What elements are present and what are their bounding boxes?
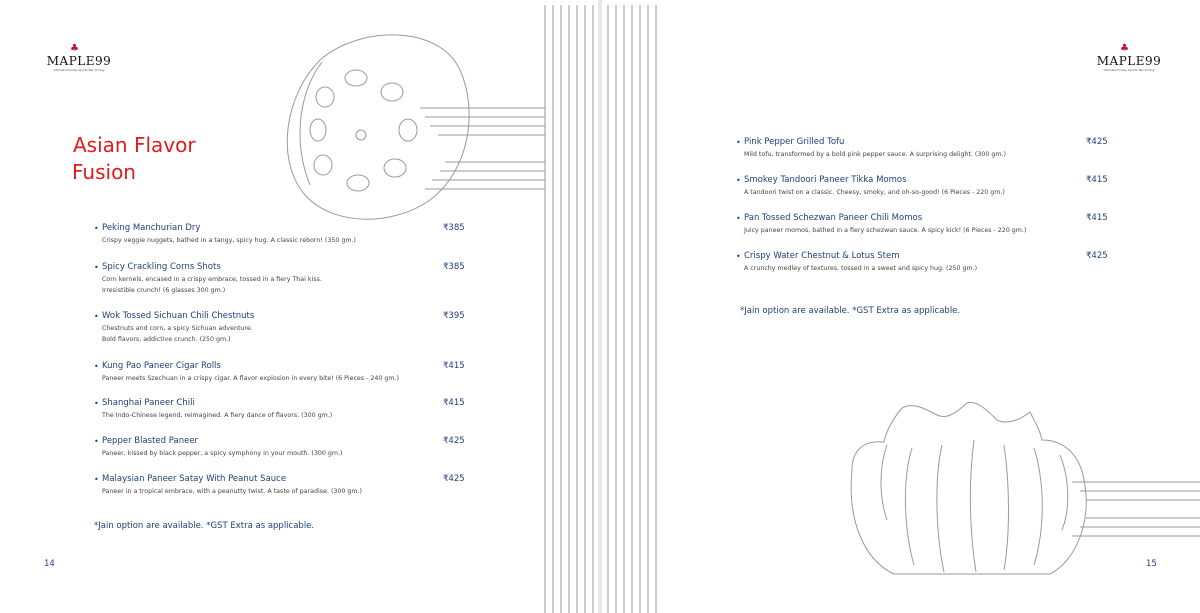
menu-item (736, 175, 1116, 213)
item-price: ₹415 (443, 361, 465, 371)
item-description: The Indo-Chinese legend, reimagined. A fiery dance of flavors. (300 gm.) (102, 412, 333, 419)
menu-item (736, 213, 1116, 251)
brand-logo (1094, 44, 1164, 74)
item-description: Mild tofu, transformed by a bold pink pepper sauce. A surprising delight. (300 gm.) (744, 151, 1006, 158)
menu-list-left (94, 223, 474, 500)
bullet-icon: • (736, 176, 741, 185)
item-description: A crunchy medley of textures, tossed in a sweet and spicy hug. (250 gm.) (744, 265, 978, 272)
item-name: Crispy Water Chestnut & Lotus Stem (744, 251, 900, 261)
item-name: Pepper Blasted Paneer (102, 436, 199, 446)
bullet-icon: • (736, 252, 741, 261)
maple-leaf-icon: ♣ (1120, 43, 1129, 54)
menu-item (94, 474, 474, 500)
brand-tagline: Ultimate Family Sports Bar Dining (53, 68, 105, 72)
item-name: Kung Pao Paneer Cigar Rolls (102, 361, 221, 371)
brand-name: MAPLE99 (46, 54, 112, 68)
item-name: Wok Tossed Sichuan Chili Chestnuts (102, 311, 255, 321)
menu-item (94, 262, 474, 311)
menu-item (94, 311, 474, 361)
item-price: ₹425 (1086, 251, 1108, 261)
brand-name: MAPLE99 (1096, 54, 1162, 68)
item-description: Paneer in a tropical embrace, with a peanutty twist. A taste of paradise. (300 gm.) (102, 488, 363, 495)
item-price: ₹415 (1086, 213, 1108, 223)
item-price: ₹425 (1086, 137, 1108, 147)
brand-logo (44, 44, 114, 74)
menu-item (94, 361, 474, 398)
section-title (73, 132, 196, 186)
menu-page-right (602, 0, 1200, 613)
item-name: Shanghai Paneer Chili (102, 398, 195, 408)
bullet-icon: • (94, 475, 99, 484)
item-price: ₹385 (443, 223, 465, 233)
section-title-line2: Fusion (72, 160, 136, 184)
item-price: ₹425 (443, 436, 465, 446)
section-title-line1: Asian Flavor (73, 133, 196, 157)
item-name: Smokey Tandoori Paneer Tikka Momos (744, 175, 907, 185)
item-description: Juicy paneer momos, bathed in a fiery schezwan sauce. A spicy kick! (6 Pieces - 220 gm.) (744, 227, 1027, 234)
menu-item (94, 223, 474, 262)
item-name: Pan Tossed Schezwan Paneer Chili Momos (744, 213, 923, 223)
item-price: ₹425 (443, 474, 465, 484)
item-description: Paneer meets Szechuan in a crispy cigar. A flavor explosion in every bite! (6 Pieces - 240 gm.) (102, 375, 399, 382)
item-description-line2: Bold flavors, addictive crunch. (250 gm.) (102, 336, 231, 343)
menu-item (94, 436, 474, 474)
item-name: Pink Pepper Grilled Tofu (744, 137, 845, 147)
menu-list-right (736, 137, 1116, 289)
item-price: ₹415 (1086, 175, 1108, 185)
bullet-icon: • (94, 399, 99, 408)
item-description: Chestnuts and corn, a spicy Sichuan adventure. (102, 325, 253, 332)
item-description: A tandoori twist on a classic. Cheesy, smoky, and oh-so-good! (6 Pieces - 220 gm.) (744, 189, 1005, 196)
item-description: Corn kernels, encased in a crispy embrace, tossed in a fiery Thai kiss. (102, 276, 322, 283)
page-number: 15 (1146, 559, 1157, 569)
item-price: ₹395 (443, 311, 465, 321)
item-name: Peking Manchurian Dry (102, 223, 201, 233)
bullet-icon: • (736, 138, 741, 147)
item-price: ₹415 (443, 398, 465, 408)
footnote: *Jain option are available. *GST Extra as applicable. (94, 521, 315, 531)
page-number: 14 (44, 559, 55, 569)
item-description: Crispy veggie nuggets, bathed in a tangy, spicy hug. A classic reborn! (350 gm.) (102, 237, 356, 244)
menu-item (94, 398, 474, 436)
bullet-icon: • (94, 312, 99, 321)
item-name: Malaysian Paneer Satay With Peanut Sauce (102, 474, 287, 484)
bullet-icon: • (94, 437, 99, 446)
bullet-icon: • (94, 224, 99, 233)
bullet-icon: • (736, 214, 741, 223)
menu-item (736, 251, 1116, 289)
brand-tagline: Ultimate Family Sports Bar Dining (1103, 68, 1155, 72)
bullet-icon: • (94, 263, 99, 272)
item-description: Paneer, kissed by black pepper, a spicy symphony in your mouth. (300 gm.) (102, 450, 343, 457)
menu-page-left (0, 0, 598, 613)
menu-item (736, 137, 1116, 175)
footnote: *Jain option are available. *GST Extra as applicable. (740, 306, 961, 316)
item-price: ₹385 (443, 262, 465, 272)
item-description-line2: Irresistible crunch! (6 glasses 300 gm.) (102, 287, 226, 294)
item-name: Spicy Crackling Corns Shots (102, 262, 221, 272)
maple-leaf-icon: ♣ (70, 43, 79, 54)
bullet-icon: • (94, 362, 99, 371)
